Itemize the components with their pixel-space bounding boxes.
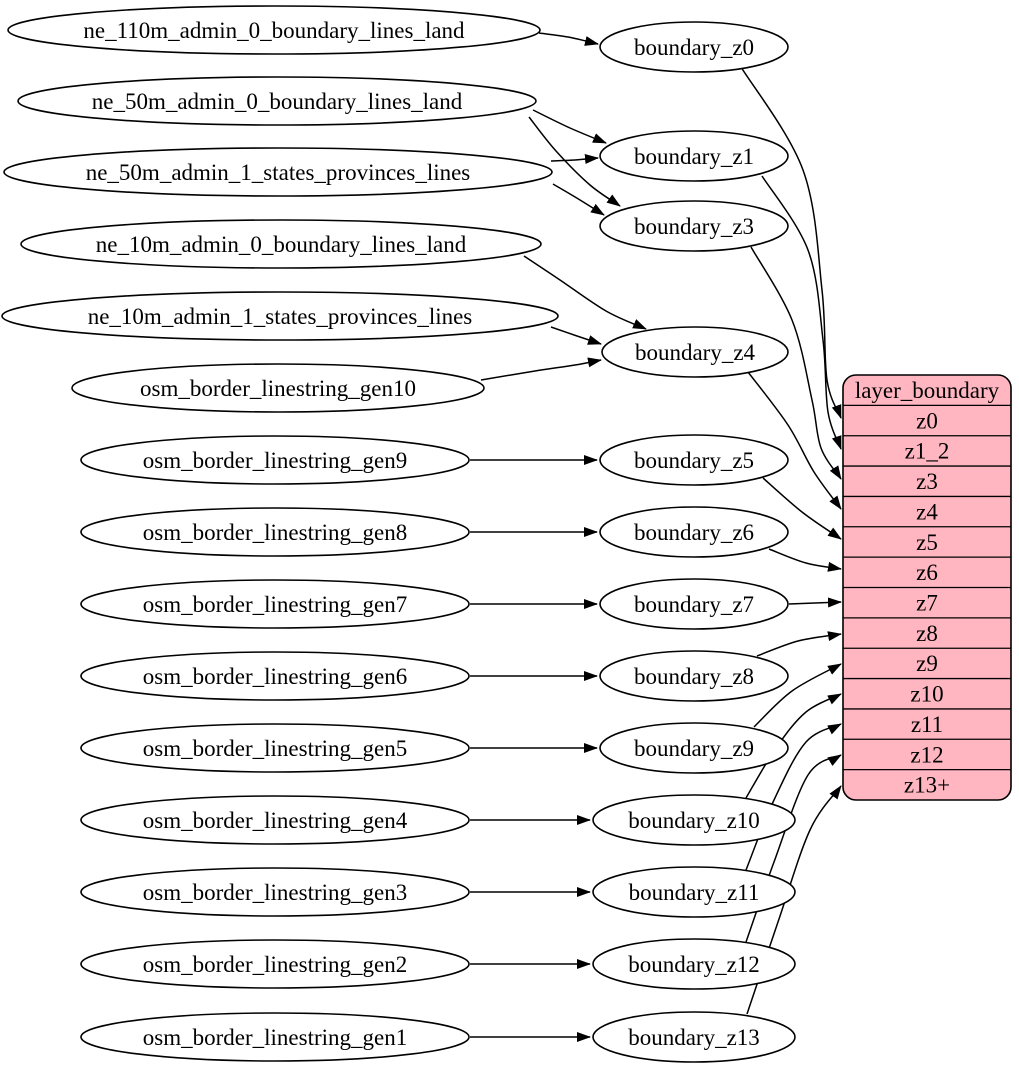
node-boundary_z4 bbox=[602, 327, 788, 377]
node-osm_border_linestring_gen6 bbox=[81, 652, 469, 700]
node-osm_border_linestring_gen8 bbox=[81, 508, 469, 556]
node-label: osm_border_linestring_gen7 bbox=[142, 591, 408, 617]
node-label: boundary_z1 bbox=[633, 143, 755, 169]
table-row-z8: z8 bbox=[916, 620, 938, 646]
node-label: ne_50m_admin_1_states_provinces_lines bbox=[85, 159, 471, 185]
table-row-z1_2: z1_2 bbox=[904, 438, 950, 464]
node-label: osm_border_linestring_gen1 bbox=[142, 1024, 408, 1050]
node-osm_border_linestring_gen1 bbox=[81, 1013, 469, 1061]
node-osm_border_linestring_gen7 bbox=[81, 580, 469, 628]
node-label: osm_border_linestring_gen8 bbox=[142, 519, 408, 545]
table-row-z0: z0 bbox=[916, 408, 938, 434]
table-row-z3: z3 bbox=[916, 469, 938, 495]
node-boundary_z10 bbox=[593, 795, 795, 845]
node-label: boundary_z0 bbox=[633, 34, 755, 60]
table-row-z4: z4 bbox=[916, 499, 938, 525]
node-label: osm_border_linestring_gen9 bbox=[142, 447, 408, 473]
node-label: boundary_z11 bbox=[628, 879, 760, 905]
node-boundary_z6 bbox=[600, 507, 788, 557]
table-row-z5: z5 bbox=[916, 529, 938, 555]
node-ne_50m_admin_1_states_provinces_lines bbox=[4, 148, 552, 196]
node-layer_boundary bbox=[843, 375, 1011, 800]
table-row-z11: z11 bbox=[910, 711, 944, 737]
node-label: ne_10m_admin_1_states_provinces_lines bbox=[87, 303, 473, 329]
node-label: osm_border_linestring_gen10 bbox=[140, 375, 416, 401]
node-boundary_z8 bbox=[600, 651, 788, 701]
node-label: osm_border_linestring_gen4 bbox=[142, 807, 408, 833]
node-boundary_z11 bbox=[593, 867, 795, 917]
node-label: ne_10m_admin_0_boundary_lines_land bbox=[95, 231, 467, 257]
node-label: boundary_z4 bbox=[634, 339, 756, 365]
node-label: osm_border_linestring_gen5 bbox=[142, 735, 408, 761]
node-ne_10m_admin_1_states_provinces_lines bbox=[2, 292, 558, 340]
node-label: osm_border_linestring_gen6 bbox=[142, 663, 408, 689]
node-label: boundary_z6 bbox=[633, 519, 755, 545]
node-ne_110m_admin_0_boundary_lines_land bbox=[8, 6, 540, 54]
node-label: boundary_z12 bbox=[628, 951, 760, 977]
node-osm_border_linestring_gen10 bbox=[72, 364, 484, 412]
table-row-z12: z12 bbox=[910, 742, 944, 768]
node-label: ne_110m_admin_0_boundary_lines_land bbox=[83, 17, 465, 43]
node-boundary_z13 bbox=[593, 1012, 795, 1062]
table-row-z7: z7 bbox=[916, 590, 938, 616]
node-osm_border_linestring_gen2 bbox=[81, 940, 469, 988]
table-row-z10: z10 bbox=[910, 681, 944, 707]
node-label: osm_border_linestring_gen3 bbox=[142, 879, 408, 905]
node-osm_border_linestring_gen3 bbox=[81, 868, 469, 916]
node-label: boundary_z3 bbox=[633, 213, 755, 239]
table-row-z6: z6 bbox=[916, 560, 938, 586]
node-label: boundary_z7 bbox=[633, 591, 755, 617]
table-row-z9: z9 bbox=[916, 651, 938, 677]
node-osm_border_linestring_gen4 bbox=[81, 796, 469, 844]
node-boundary_z7 bbox=[600, 579, 788, 629]
node-boundary_z1 bbox=[600, 131, 788, 181]
table-row-z13+: z13+ bbox=[903, 772, 951, 798]
node-boundary_z5 bbox=[600, 435, 788, 485]
node-label: boundary_z9 bbox=[633, 735, 755, 761]
node-label: boundary_z8 bbox=[633, 663, 755, 689]
node-boundary_z0 bbox=[600, 22, 788, 72]
node-ne_50m_admin_0_boundary_lines_land bbox=[18, 77, 536, 125]
node-osm_border_linestring_gen5 bbox=[81, 724, 469, 772]
node-ne_10m_admin_0_boundary_lines_land bbox=[21, 220, 541, 268]
node-boundary_z3 bbox=[600, 201, 788, 251]
node-label: ne_50m_admin_0_boundary_lines_land bbox=[91, 88, 463, 114]
node-label: osm_border_linestring_gen2 bbox=[142, 951, 408, 977]
node-label: boundary_z10 bbox=[628, 807, 760, 833]
node-boundary_z12 bbox=[593, 939, 795, 989]
node-label: boundary_z13 bbox=[628, 1024, 760, 1050]
node-osm_border_linestring_gen9 bbox=[81, 436, 469, 484]
node-label: boundary_z5 bbox=[633, 447, 755, 473]
node-boundary_z9 bbox=[600, 723, 788, 773]
table-header: layer_boundary bbox=[854, 377, 1000, 403]
